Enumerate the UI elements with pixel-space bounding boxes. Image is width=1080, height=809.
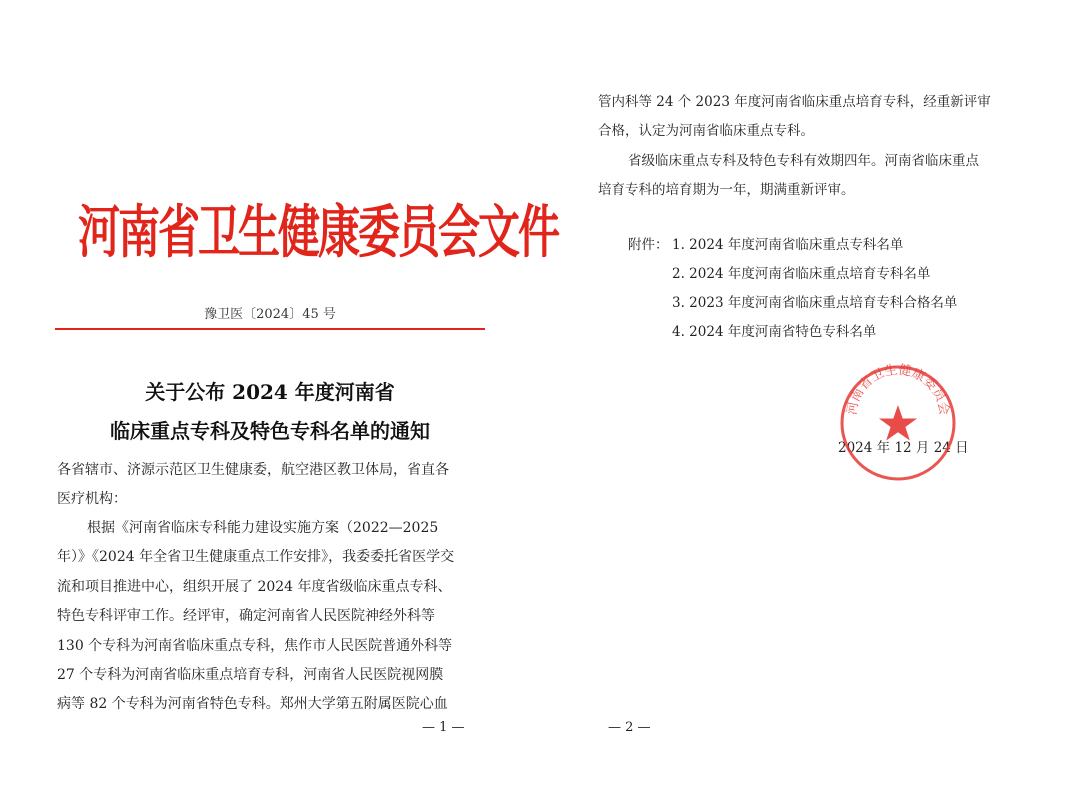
body-line: 流和项目推进中心，组织开展了 2024 年度省级临床重点专科、	[57, 578, 452, 595]
official-seal-icon	[838, 363, 958, 483]
attachments-list	[628, 231, 957, 347]
notice-title-line-2: 临床重点专科及特色专科名单的通知	[110, 419, 430, 443]
body-paragraph-page2	[598, 88, 1048, 206]
page-number-2: — 2 —	[608, 720, 651, 735]
attachment-text: 3. 2023 年度河南省临床重点培育专科合格名单	[672, 295, 958, 311]
attachment-text: 2. 2024 年度河南省临床重点培育专科名单	[672, 266, 931, 282]
seal-star-icon	[879, 405, 917, 441]
body-line: 管内科等 24 个 2023 年度河南省临床重点培育专科，经重新评审	[598, 94, 991, 110]
body-line: 130 个专科为河南省临床重点专科，焦作市人民医院普通外科等	[57, 637, 453, 654]
salutation	[57, 456, 497, 515]
attachment-label: 附件：	[628, 237, 669, 253]
salutation-line: 各省辖市、济源示范区卫生健康委，航空港区教卫体局，省直各	[57, 462, 449, 478]
document-header: 河南省卫生健康委员会文件	[78, 198, 559, 265]
header-divider	[55, 328, 485, 330]
body-line: 27 个专科为河南省临床重点培育专科，河南省人民医院视网膜	[57, 666, 444, 683]
body-line: 培育专科的培育期为一年，期满重新评审。	[598, 182, 855, 199]
body-line: 根据《河南省临床专科能力建设实施方案（2022—2025	[87, 520, 439, 536]
body-line: 年）》《2024 年全省卫生健康重点工作安排》，我委委托省医学交	[57, 549, 455, 566]
seal-text: 河南省卫生健康委员会	[844, 363, 952, 417]
body-line: 省级临床重点专科及特色专科有效期四年。河南省临床重点	[628, 152, 979, 169]
document-number: 豫卫医〔2024〕45 号	[204, 307, 336, 322]
attachment-item	[628, 260, 957, 289]
body-line: 合格，认定为河南省临床重点专科。	[598, 123, 814, 140]
salutation-line: 医疗机构：	[57, 491, 127, 508]
attachment-item	[628, 231, 957, 260]
body-line: 特色专科评审工作。经评审，确定河南省人民医院神经外科等	[57, 608, 435, 625]
attachment-item	[628, 318, 957, 347]
body-line: 病等 82 个专科为河南省特色专科。郑州大学第五附属医院心血	[57, 696, 448, 713]
attachment-text: 4. 2024 年度河南省特色专科名单	[672, 324, 877, 340]
attachment-text: 1. 2024 年度河南省临床重点专科名单	[672, 237, 904, 253]
page-number-1: — 1 —	[422, 720, 465, 735]
issue-date: 2024 年 12 月 24 日	[838, 440, 969, 456]
body-paragraph-page1	[57, 514, 497, 720]
notice-title-line-1: 关于公布 2024 年度河南省	[145, 380, 395, 404]
attachment-item	[628, 289, 957, 318]
